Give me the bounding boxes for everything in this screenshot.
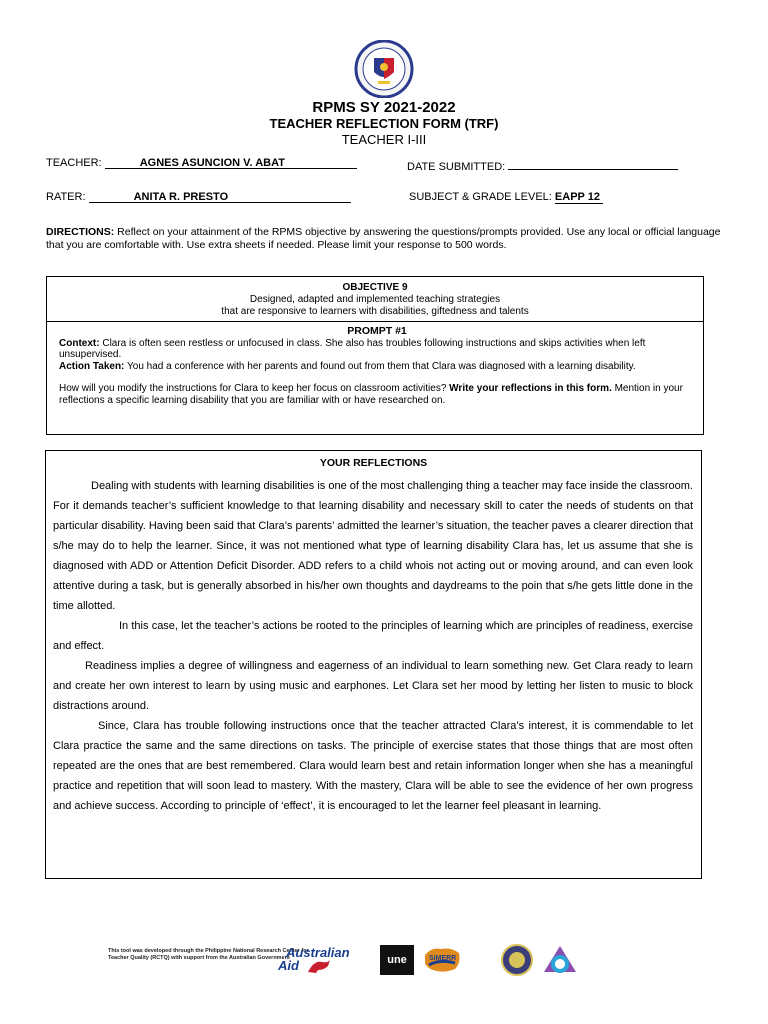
rctq-logo-icon: [540, 944, 580, 976]
deped-seal-icon: [345, 40, 423, 98]
prompt-action: [59, 361, 695, 373]
rater-field: [46, 191, 351, 203]
action-text: You had a conference with her parents and found out from them that Clara was diagnosed with a learning disability.: [127, 360, 636, 372]
rater-value[interactable]: ANITA R. PRESTO: [89, 191, 351, 203]
directions-text: Reflect on your attainment of the RPMS objective by answering the questions/prompts provided. Use any local or official language that you are comfortable with. Use extra sheets if needed. Please limit your response to 500 words.: [46, 226, 721, 251]
date-field: [407, 157, 678, 173]
objective-header: [47, 277, 703, 322]
reflections-title: YOUR REFLECTIONS: [319, 457, 428, 469]
reflection-paragraph-2: In this case, let the teacher’s actions be rooted to the principles of learning which are principles of readiness, exercise and effect.: [53, 620, 693, 652]
subject-field: [409, 191, 603, 204]
reflection-paragraph-3: Readiness implies a degree of willingness and eagerness of an individual to learn something new. Get Clara ready to learn and create her own interest to learn by using music and earphones. Let Clara set her mood by letting her listen to music to block distractions around.: [53, 660, 693, 712]
date-value[interactable]: [508, 157, 678, 170]
context-label: Context:: [59, 337, 100, 349]
footer-note: This tool was developed through the Philippine National Research Center for Teacher Quality (RCTQ) with support from the Australian Government: [108, 948, 309, 961]
australian-aid-logo: [278, 946, 353, 974]
reflection-paragraph-1: Dealing with students with learning disabilities is one of the most challenging thing a teacher may face inside the classroom. For it demands teacher’s sufficient knowledge to that learning disability and necessary skill to cater the needs of students on that particular disability. Having been said that Clara’s parents’ admitted the learner’s situation, the teacher paves a clearer direction that s/he may do to help the learner. Since, it was not mentioned what type of learning disability Clara has, let us assume that she is diagnosed with ADD or Attention Deficit Disorder. ADD refers to a child whois not acting out or moving around, and can even look attentive during a task, but is generally absorbed in his/her own thoughts and daydreams to the poin that s/he gets little done in the time allotted.: [53, 480, 693, 612]
prompt-section: [59, 326, 695, 406]
action-label: Action Taken:: [59, 360, 125, 372]
reflections-box: [45, 450, 702, 879]
teacher-label: TEACHER:: [46, 157, 102, 169]
teacher-value[interactable]: AGNES ASUNCION V. ABAT: [105, 157, 357, 169]
question-bold: Write your reflections in this form.: [449, 383, 612, 394]
directions-label: DIRECTIONS:: [46, 226, 115, 238]
prompt-question: [59, 383, 695, 406]
prompt-context: [59, 338, 695, 361]
reflection-paragraph-4: Since, Clara has trouble following instructions once that the teacher attracted Clara’s interest, it is commendable to let Clara practice the same and the same directions on tasks. The principle of exercise states that those things that are most often repeated are the ones that are best remembered. Clara would learn best and retain information longer when she has a meaningful practice and repetition that will soon lead to mastery. With the mastery, Clara will be able to see the evidence of her own progress and achieve success. According to principle of ‘effect’, it is encouraged to let the learner feel pleasant in learning.: [53, 720, 693, 812]
une-logo: une: [380, 945, 414, 975]
aid-text: Aid: [278, 958, 299, 973]
subject-label: SUBJECT & GRADE LEVEL:: [409, 191, 552, 203]
philippine-normal-university-seal-icon: [500, 944, 534, 976]
question-end: Mention in your reflections a specific learning disability that you are familiar with or have researched on.: [59, 383, 683, 406]
context-text: Clara is often seen restless or unfocused in class. She also has troubles following instructions and skips activities when left unsupervised.: [59, 337, 646, 360]
objective-box: [46, 276, 704, 435]
prompt-title: PROMPT #1: [347, 325, 407, 337]
directions: [46, 226, 726, 251]
date-label: DATE SUBMITTED:: [407, 161, 506, 173]
kangaroo-icon: [306, 958, 332, 974]
simerr-logo: [421, 945, 463, 975]
teacher-level: TEACHER I-III: [341, 132, 427, 147]
rater-label: RATER:: [46, 191, 86, 203]
reflections-text[interactable]: [53, 476, 693, 816]
objective-line-2: that are responsive to learners with disabilities, giftedness and talents: [221, 306, 529, 317]
simerr-text: SiMERR: [429, 955, 457, 962]
form-title: RPMS SY 2021-2022: [312, 99, 456, 116]
form-subtitle: TEACHER REFLECTION FORM (TRF): [269, 116, 499, 131]
objective-title: OBJECTIVE 9: [342, 282, 408, 293]
question-text: How will you modify the instructions for Clara to keep her focus on classroom activities?: [59, 383, 447, 394]
objective-line-1: Designed, adapted and implemented teaching strategies: [249, 294, 501, 305]
australian-aid-text: Australian: [286, 945, 350, 960]
teacher-field: [46, 157, 357, 169]
subject-value[interactable]: EAPP 12: [555, 191, 603, 204]
